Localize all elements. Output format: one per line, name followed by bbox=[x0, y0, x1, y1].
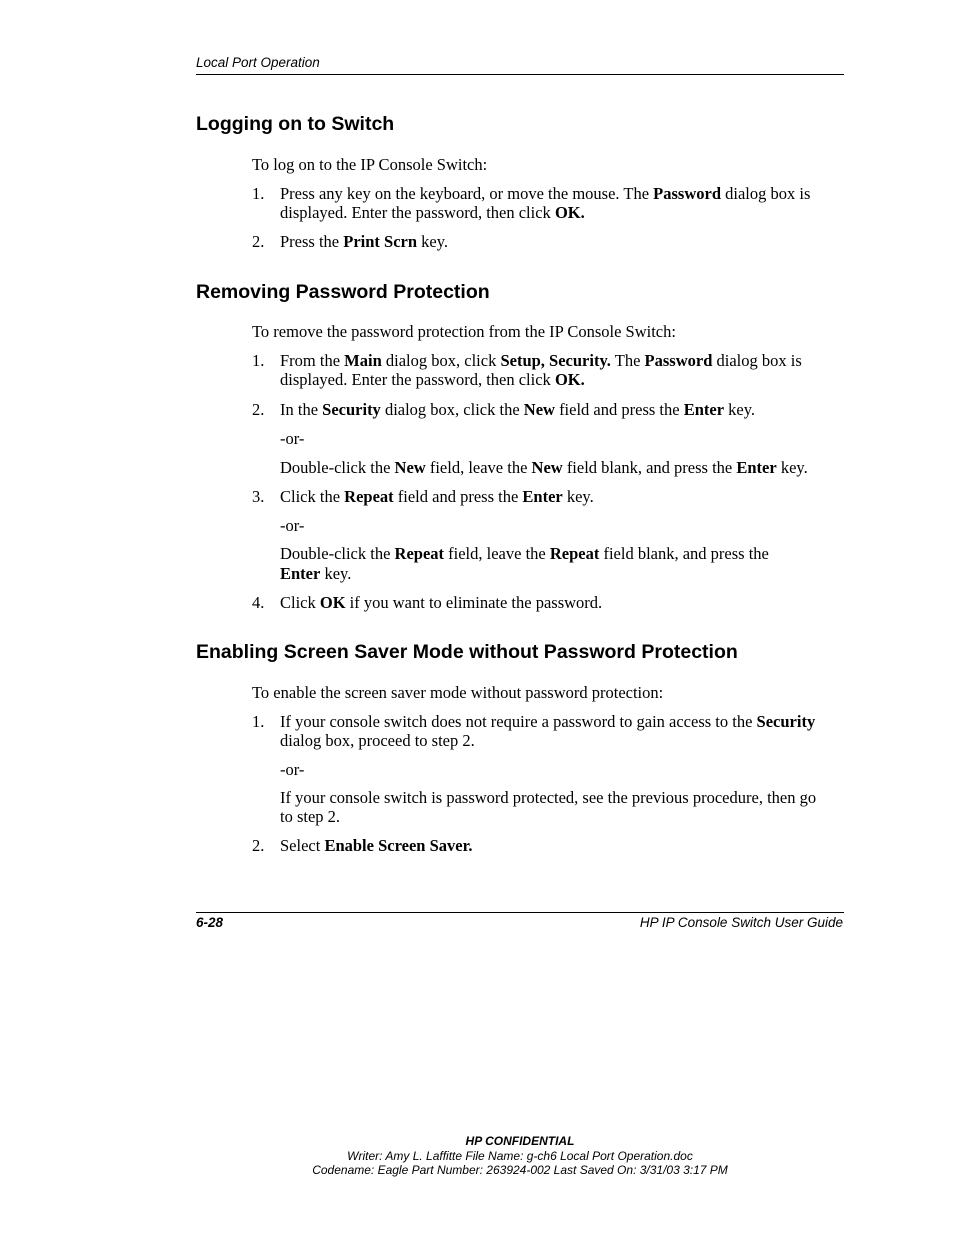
step-text: displayed. Enter the password, then click OK. bbox=[280, 370, 585, 389]
running-header: Local Port Operation bbox=[196, 55, 320, 70]
header-rule bbox=[196, 74, 844, 75]
step-number: 1. bbox=[252, 351, 265, 370]
step-text: If your console switch does not require a password to gain access to the Security bbox=[280, 712, 816, 731]
step-number: 2. bbox=[252, 836, 265, 855]
section-intro: To enable the screen saver mode without password protection: bbox=[252, 683, 664, 702]
step-number: 1. bbox=[252, 712, 265, 731]
guide-title: HP IP Console Switch User Guide bbox=[639, 915, 843, 930]
section-heading-removing-password: Removing Password Protection bbox=[196, 281, 490, 303]
step-number: 2. bbox=[252, 400, 265, 419]
step-text: From the Main dialog box, click Setup, Security. The Password dialog box is bbox=[280, 351, 802, 370]
step-number: 4. bbox=[252, 593, 265, 612]
step-text: Click OK if you want to eliminate the password. bbox=[280, 593, 603, 612]
step-alt-text: If your console switch is password protected, see the previous procedure, then go bbox=[280, 788, 817, 807]
step-text: dialog box, proceed to step 2. bbox=[280, 731, 475, 750]
or-separator: -or- bbox=[280, 516, 305, 535]
confidential-label: HP CONFIDENTIAL bbox=[465, 1134, 575, 1148]
section-intro: To remove the password protection from the IP Console Switch: bbox=[252, 322, 676, 341]
step-alt-text: to step 2. bbox=[280, 807, 341, 826]
step-number: 3. bbox=[252, 487, 265, 506]
step-text: Click the Repeat field and press the Enter key. bbox=[280, 487, 594, 506]
step-text: In the Security dialog box, click the New field and press the Enter key. bbox=[280, 400, 756, 419]
section-heading-screen-saver: Enabling Screen Saver Mode without Password Protection bbox=[196, 641, 738, 663]
step-text: Press any key on the keyboard, or move the mouse. The Password dialog box is bbox=[280, 184, 811, 203]
section-intro: To log on to the IP Console Switch: bbox=[252, 155, 488, 174]
step-alt-text: Double-click the Repeat field, leave the Repeat field blank, and press the bbox=[280, 544, 769, 563]
step-number: 2. bbox=[252, 232, 265, 251]
step-number: 1. bbox=[252, 184, 265, 203]
step-alt-text: Double-click the New field, leave the New field blank, and press the Enter key. bbox=[280, 458, 808, 477]
or-separator: -or- bbox=[280, 760, 305, 779]
step-alt-text: Enter key. bbox=[280, 564, 352, 583]
section-heading-logging-on: Logging on to Switch bbox=[196, 113, 395, 135]
footer-rule bbox=[196, 912, 844, 913]
confidential-writer: Writer: Amy L. Laffitte File Name: g-ch6 Local Port Operation.doc bbox=[347, 1149, 693, 1163]
page-number: 6-28 bbox=[196, 915, 224, 930]
step-text: Select Enable Screen Saver. bbox=[280, 836, 473, 855]
step-text: Press the Print Scrn key. bbox=[280, 232, 449, 251]
step-text: displayed. Enter the password, then click OK. bbox=[280, 203, 585, 222]
or-separator: -or- bbox=[280, 429, 305, 448]
confidential-codename: Codename: Eagle Part Number: 263924-002 Last Saved On: 3/31/03 3:17 PM bbox=[312, 1163, 728, 1177]
